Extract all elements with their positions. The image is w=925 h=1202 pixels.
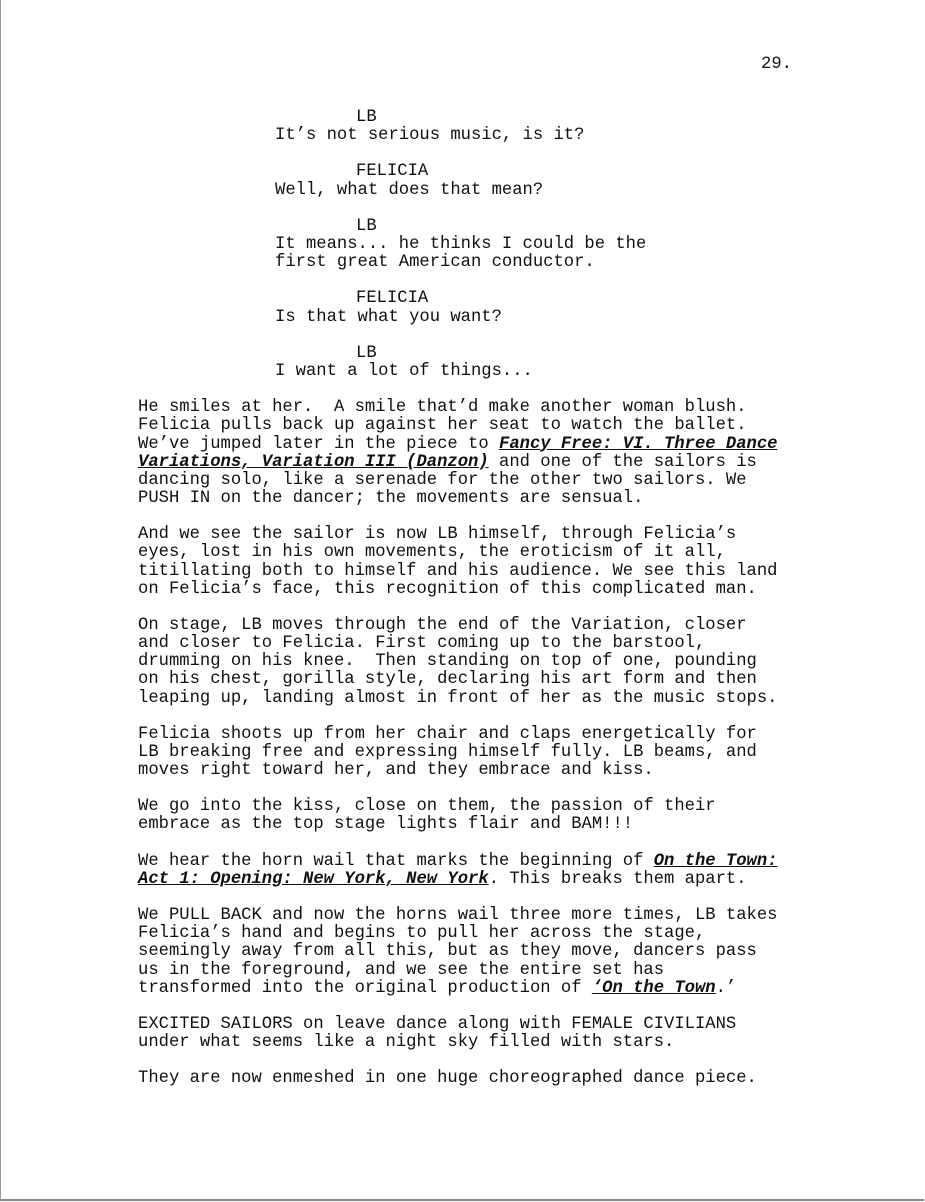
title-reference: On the Town: <box>653 851 778 871</box>
text-run: Felicia shoots up from her chair and claps energetically for <box>138 724 757 744</box>
text-line <box>1 617 925 635</box>
text-line <box>1 980 925 998</box>
text-run: .’ <box>715 978 737 998</box>
character-cue <box>1 290 925 308</box>
text-line <box>1 1034 925 1052</box>
character-cue <box>1 218 925 236</box>
text-run: embrace as the top stage lights flair and BAM!!! <box>138 815 634 835</box>
text-line <box>1 472 925 490</box>
text-run: drumming on his knee. Then standing on top of one, pounding <box>138 652 757 672</box>
text-line <box>1 309 925 327</box>
text-line <box>1 690 925 708</box>
text-line <box>1 345 925 363</box>
text-line <box>1 109 925 127</box>
text-run: Felicia pulls back up against her seat to watch the ballet. <box>138 416 747 436</box>
text-run: seemingly away from all this, but as they move, dancers pass <box>138 942 757 962</box>
title-reference: Variations, Variation III (Danzon) <box>138 452 489 472</box>
text-line <box>1 925 925 943</box>
text-run: . This breaks them apart. <box>488 869 747 889</box>
text-run: They are now enmeshed in one huge choreographed dance piece. <box>138 1069 757 1089</box>
text-line <box>1 526 925 544</box>
screenplay-body <box>1 109 925 1107</box>
text-line <box>1 454 925 472</box>
text-run: on Felicia’s face, this recognition of this complicated man. <box>138 579 757 599</box>
text-line <box>1 163 925 181</box>
text-line <box>1 363 925 381</box>
character-cue <box>1 163 925 181</box>
text-run: Felicia’s hand and begins to pull her across the stage, <box>138 924 706 944</box>
text-line <box>1 726 925 744</box>
text-run: leaping up, landing almost in front of her as the music stops. <box>138 688 778 708</box>
text-run: dancing solo, like a serenade for the other two sailors. We <box>138 470 747 490</box>
page-number: 29. <box>761 55 792 74</box>
text-run: We hear the horn wail that marks the beginning of <box>138 851 654 871</box>
text-line <box>1 218 925 236</box>
text-run: moves right toward her, and they embrace and kiss. <box>138 761 654 781</box>
text-run: We go into the kiss, close on them, the passion of their <box>138 797 716 817</box>
text-run: and closer to Felicia. First coming up to the barstool, <box>138 634 706 654</box>
text-run: We PULL BACK and now the horns wail three more times, LB takes <box>138 906 778 926</box>
text-run: Well, what does that mean? <box>275 180 544 200</box>
text-run: LB <box>356 216 377 236</box>
text-line <box>1 182 925 200</box>
text-run: and one of the sailors is <box>488 452 757 472</box>
text-run: FELICIA <box>356 162 429 182</box>
title-reference: Act 1: Opening: New York, New York <box>138 869 489 889</box>
text-run: On stage, LB moves through the end of the Variation, closer <box>138 615 747 635</box>
character-cue <box>1 345 925 363</box>
text-line <box>1 671 925 689</box>
action-paragraph <box>1 1070 925 1088</box>
dialogue-block <box>1 309 925 327</box>
text-run: I want a lot of things... <box>275 361 533 381</box>
title-reference: ‘On the Town <box>591 978 716 998</box>
text-line <box>1 762 925 780</box>
title-reference: Fancy Free: VI. Three Dance <box>499 434 778 454</box>
action-paragraph <box>1 1016 925 1052</box>
text-line <box>1 816 925 834</box>
text-line <box>1 943 925 961</box>
dialogue-block <box>1 363 925 381</box>
text-run: transformed into the original production of <box>138 978 592 998</box>
text-line <box>1 853 925 871</box>
dialogue-block <box>1 127 925 145</box>
text-line <box>1 907 925 925</box>
action-paragraph <box>1 798 925 834</box>
text-line <box>1 563 925 581</box>
action-paragraph <box>1 617 925 708</box>
text-run: LB <box>356 343 377 363</box>
action-paragraph <box>1 853 925 889</box>
text-run: eyes, lost in his own movements, the eroticism of it all, <box>138 543 726 563</box>
text-run: titillating both to himself and his audience. We see this land <box>138 561 778 581</box>
text-line <box>1 871 925 889</box>
text-line <box>1 798 925 816</box>
text-line <box>1 962 925 980</box>
action-paragraph <box>1 907 925 998</box>
text-run: under what seems like a night sky filled with stars. <box>138 1033 675 1053</box>
action-paragraph <box>1 526 925 599</box>
text-run: EXCITED SAILORS on leave dance along with FEMALE CIVILIANS <box>138 1015 737 1035</box>
text-line <box>1 290 925 308</box>
text-line <box>1 254 925 272</box>
text-line <box>1 399 925 417</box>
text-line <box>1 544 925 562</box>
character-cue <box>1 109 925 127</box>
text-run: PUSH IN on the dancer; the movements are sensual. <box>138 488 644 508</box>
text-run: first great American conductor. <box>275 253 595 273</box>
text-run: on his chest, gorilla style, declaring his art form and then <box>138 670 757 690</box>
text-run: LB <box>356 108 377 127</box>
action-paragraph <box>1 399 925 508</box>
dialogue-block <box>1 236 925 272</box>
text-run: FELICIA <box>356 289 429 309</box>
text-line <box>1 635 925 653</box>
text-line <box>1 127 925 145</box>
text-line <box>1 417 925 435</box>
text-line <box>1 1070 925 1088</box>
text-run: Is that what you want? <box>275 307 502 327</box>
action-paragraph <box>1 726 925 780</box>
text-run: It’s not serious music, is it? <box>275 126 585 146</box>
text-line <box>1 653 925 671</box>
text-line <box>1 236 925 254</box>
text-line <box>1 1016 925 1034</box>
text-run: us in the foreground, and we see the entire set has <box>138 960 665 980</box>
text-line <box>1 436 925 454</box>
text-run: LB breaking free and expressing himself fully. LB beams, and <box>138 742 757 762</box>
text-line <box>1 581 925 599</box>
text-run: And we see the sailor is now LB himself, through Felicia’s <box>138 525 737 545</box>
text-run: It means... he thinks I could be the <box>275 234 647 254</box>
dialogue-block <box>1 182 925 200</box>
text-run: We’ve jumped later in the piece to <box>138 434 499 454</box>
text-run: He smiles at her. A smile that’d make another woman blush. <box>138 398 747 418</box>
text-line <box>1 490 925 508</box>
text-line <box>1 744 925 762</box>
